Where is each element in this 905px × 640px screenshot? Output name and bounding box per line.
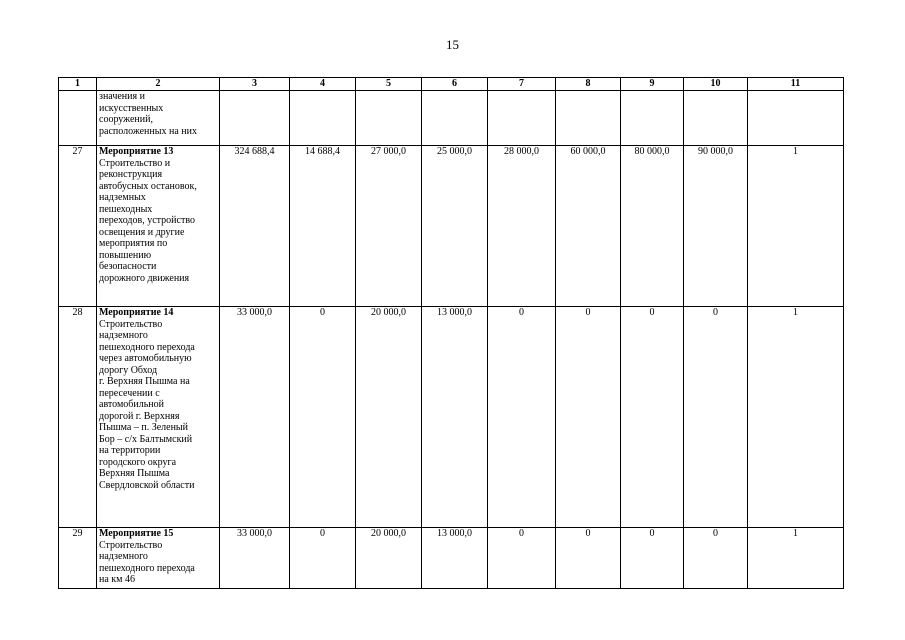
description-line: безопасности <box>99 261 157 272</box>
value-cell: 0 <box>488 528 556 589</box>
table-row <box>59 146 844 307</box>
description-line: автомобильной <box>99 399 164 410</box>
measure-description <box>97 91 220 146</box>
description-line: надземного <box>99 330 148 341</box>
description-line: пешеходного перехода <box>99 341 195 353</box>
column-header: 7 <box>488 78 556 91</box>
column-header: 1 <box>59 78 97 91</box>
column-header: 4 <box>290 78 356 91</box>
column-header: 3 <box>220 78 290 91</box>
measure-description <box>97 528 220 589</box>
description-line: дорожного движения <box>99 272 190 284</box>
value-cell: 0 <box>684 307 748 528</box>
measure-description <box>97 146 220 307</box>
description-line: Свердловской области <box>99 479 195 491</box>
measure-title: Мероприятие 13 <box>99 146 174 157</box>
description-line: реконструкция <box>99 169 163 180</box>
value-cell <box>488 91 556 146</box>
description-line: надземных <box>99 192 146 203</box>
description-line: дорогой г. Верхняя <box>99 410 180 422</box>
table-row <box>59 91 844 146</box>
column-header: 11 <box>748 78 844 91</box>
value-cell <box>748 91 844 146</box>
value-cell: 1 <box>748 307 844 528</box>
description-line: расположенных на них <box>99 125 197 137</box>
page-number: 15 <box>446 37 459 52</box>
value-cell: 0 <box>621 528 684 589</box>
description-line: значения и <box>99 91 145 102</box>
value-cell: 0 <box>621 307 684 528</box>
column-header: 10 <box>684 78 748 91</box>
column-header: 6 <box>422 78 488 91</box>
description-line: пешеходного перехода <box>99 562 195 574</box>
value-cell: 324 688,4 <box>220 146 290 307</box>
description-line: Бор – с/х Балтымский <box>99 433 193 445</box>
value-cell: 27 000,0 <box>356 146 422 307</box>
row-number: 28 <box>59 307 97 528</box>
description-line: мероприятия по <box>99 238 168 249</box>
column-header: 2 <box>97 78 220 91</box>
value-cell: 0 <box>556 307 621 528</box>
value-cell: 0 <box>556 528 621 589</box>
measure-description <box>97 307 220 528</box>
value-cell <box>556 91 621 146</box>
value-cell: 80 000,0 <box>621 146 684 307</box>
column-header: 8 <box>556 78 621 91</box>
description-line: пересечении с <box>99 387 160 399</box>
value-cell: 13 000,0 <box>422 528 488 589</box>
value-cell <box>356 91 422 146</box>
value-cell: 14 688,4 <box>290 146 356 307</box>
description-line: через автомобильную <box>99 353 192 364</box>
value-cell: 13 000,0 <box>422 307 488 528</box>
description-line: надземного <box>99 551 148 562</box>
row-number: 29 <box>59 528 97 589</box>
value-cell <box>684 91 748 146</box>
description-line: сооружений, <box>99 114 153 125</box>
description-line: дорогу Обход <box>99 364 158 376</box>
column-header: 9 <box>621 78 684 91</box>
description-line: Верхняя Пышма <box>99 468 170 479</box>
measure-title: Мероприятие 15 <box>99 528 174 539</box>
value-cell: 33 000,0 <box>220 307 290 528</box>
description-line: Строительство <box>99 539 163 551</box>
description-line: на км 46 <box>99 574 135 585</box>
value-cell <box>422 91 488 146</box>
description-line: Строительство и <box>99 157 171 169</box>
table-row <box>59 307 844 528</box>
value-cell: 0 <box>488 307 556 528</box>
description-line: автобусных остановок, <box>99 180 197 192</box>
value-cell <box>220 91 290 146</box>
description-line: пешеходных <box>99 203 153 215</box>
value-cell: 0 <box>290 528 356 589</box>
value-cell: 1 <box>748 146 844 307</box>
description-line: переходов, устройство <box>99 215 195 226</box>
row-number <box>59 91 97 146</box>
table-row <box>59 528 844 589</box>
value-cell: 28 000,0 <box>488 146 556 307</box>
budget-table <box>58 77 844 589</box>
description-line: повышению <box>99 249 152 261</box>
description-line: на территории <box>99 445 161 456</box>
value-cell: 25 000,0 <box>422 146 488 307</box>
value-cell: 20 000,0 <box>356 307 422 528</box>
description-line: освещения и другие <box>99 226 185 238</box>
description-line: г. Верхняя Пышма на <box>99 376 190 387</box>
measure-title: Мероприятие 14 <box>99 307 174 318</box>
value-cell <box>621 91 684 146</box>
table-header-row <box>59 78 844 91</box>
description-line: Пышма – п. Зеленый <box>99 422 188 433</box>
value-cell: 60 000,0 <box>556 146 621 307</box>
description-line: искусственных <box>99 102 164 114</box>
value-cell: 33 000,0 <box>220 528 290 589</box>
value-cell: 90 000,0 <box>684 146 748 307</box>
value-cell <box>290 91 356 146</box>
value-cell: 1 <box>748 528 844 589</box>
column-header: 5 <box>356 78 422 91</box>
row-number: 27 <box>59 146 97 307</box>
description-line: городского округа <box>99 456 177 468</box>
value-cell: 20 000,0 <box>356 528 422 589</box>
description-line: Строительство <box>99 318 163 330</box>
value-cell: 0 <box>290 307 356 528</box>
value-cell: 0 <box>684 528 748 589</box>
